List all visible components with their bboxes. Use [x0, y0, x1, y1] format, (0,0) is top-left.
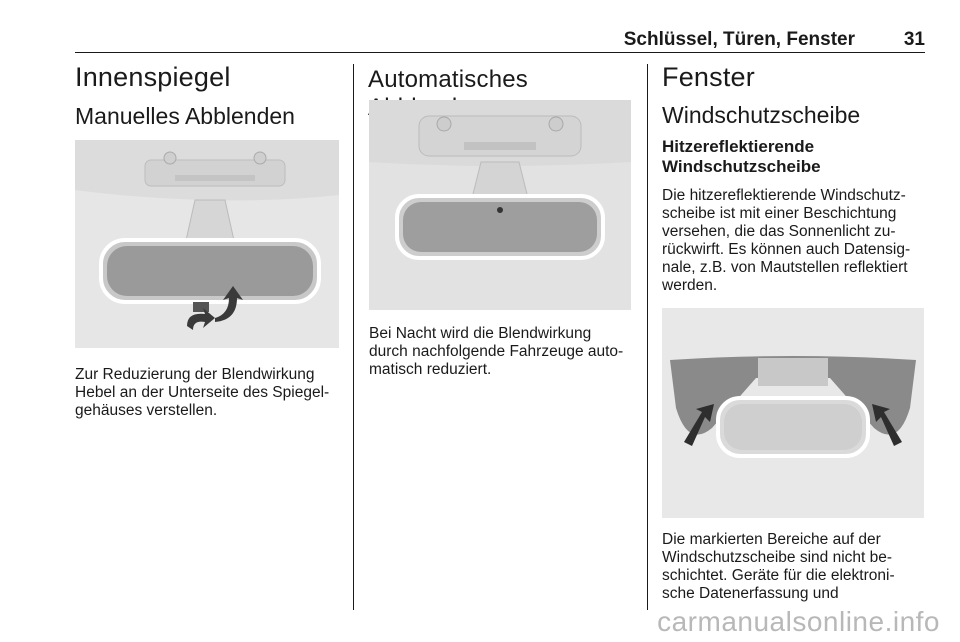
- caption-line: matisch reduziert.: [369, 361, 492, 378]
- paragraph-line: Die hitzereflektierende Windschutz-: [662, 187, 906, 204]
- column-divider-1: [353, 64, 354, 610]
- column-3: [662, 62, 927, 295]
- page-header: [75, 26, 925, 53]
- figure-auto-dimming-mirror: [369, 100, 631, 310]
- heading-fenster: Fenster: [662, 62, 755, 92]
- mirror-lever-illustration: [75, 140, 339, 348]
- page-number: 31: [903, 29, 925, 50]
- windshield-illustration: [662, 308, 924, 518]
- caption-col1: [75, 366, 345, 420]
- paragraph-line: werden.: [662, 277, 718, 294]
- caption-line: Bei Nacht wird die Blendwirkung: [369, 325, 592, 342]
- section-title: Schlüssel, Türen, Fenster: [623, 29, 855, 50]
- paragraph-2: [662, 531, 927, 603]
- caption-line: gehäuses verstellen.: [75, 402, 218, 419]
- figure-manual-dimming-mirror: [75, 140, 339, 348]
- auto-dimming-mirror-illustration: [369, 100, 631, 310]
- paragraph-line: Windschutzscheibe sind nicht be-: [662, 549, 893, 566]
- paragraph-line: scheibe ist mit einer Beschichtung: [662, 205, 897, 222]
- column-1: [75, 62, 343, 130]
- subsubheading-line2: Windschutzscheibe: [662, 157, 821, 176]
- caption-col2: [369, 325, 639, 379]
- subheading-manuelles-abblenden: Manuelles Abblenden: [75, 103, 295, 129]
- paragraph-line: nale, z.B. von Mautstellen reflektiert: [662, 259, 908, 276]
- figure-windshield-uncoated-areas: [662, 308, 924, 518]
- subheading-windschutzscheibe: Windschutzscheibe: [662, 102, 861, 128]
- paragraph-line: schichtet. Geräte für die elektroni-: [662, 567, 895, 584]
- caption-line: Hebel an der Unterseite des Spiegel-: [75, 384, 330, 401]
- paragraph-line: versehen, die das Sonnenlicht zu-: [662, 223, 896, 240]
- watermark: carmanualsonline.info: [657, 606, 940, 637]
- paragraph-line: sche Datenerfassung und: [662, 585, 839, 602]
- heading-innenspiegel: Innenspiegel: [75, 62, 231, 92]
- column-divider-2: [647, 64, 648, 610]
- paragraph-1: [662, 187, 927, 295]
- caption-line: durch nachfolgende Fahrzeuge auto-: [369, 343, 624, 360]
- paragraph-line: Die markierten Bereiche auf der: [662, 531, 881, 548]
- heading-automatisches-abblenden: Automatisches: [368, 66, 529, 93]
- subsubheading-line1: Hitzereflektierende: [662, 137, 815, 156]
- caption-line: Zur Reduzierung der Blendwirkung: [75, 366, 315, 383]
- paragraph-line: rückwirft. Es können auch Datensig-: [662, 241, 911, 258]
